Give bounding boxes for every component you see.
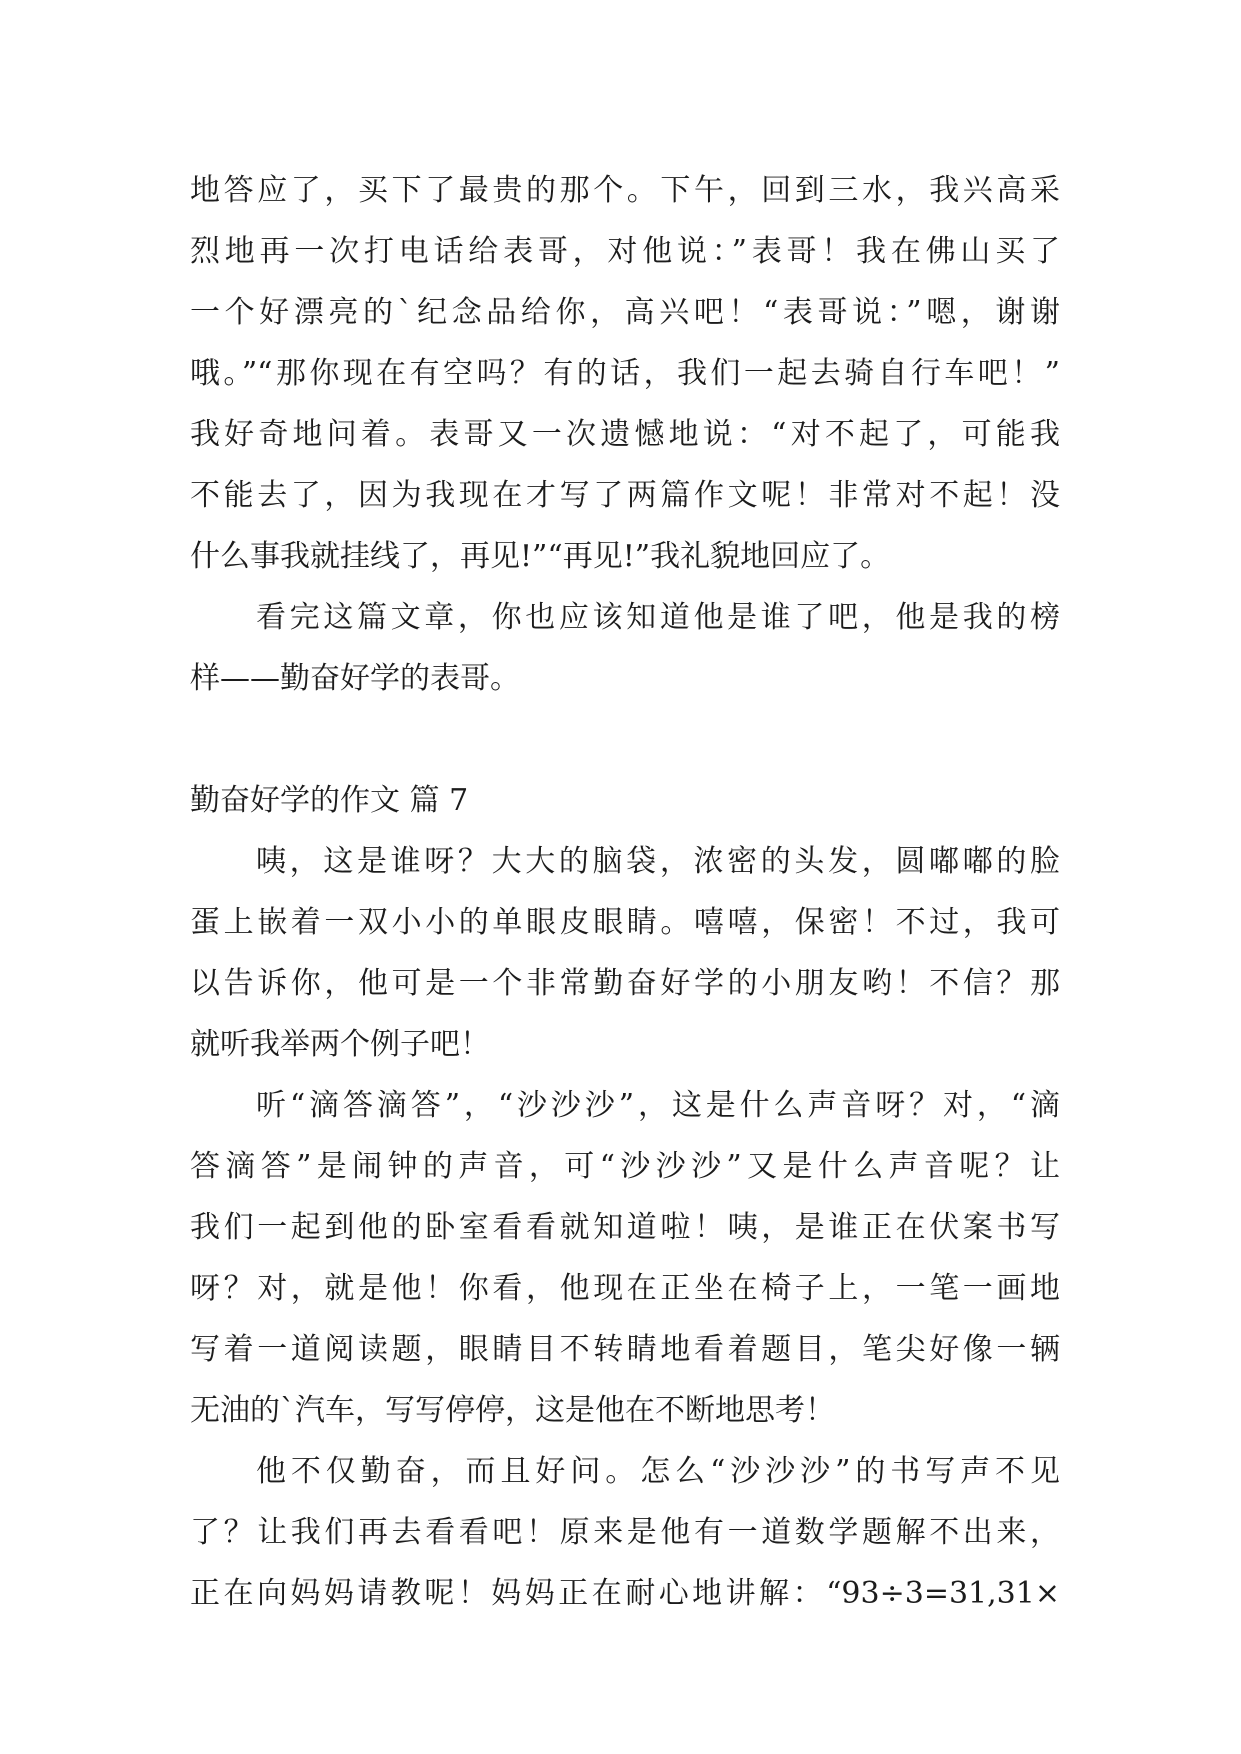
section-heading: 勤奋好学的作文 篇 7 bbox=[190, 783, 469, 818]
text-line: 写着一道阅读题，眼睛目不转睛地看着题目，笔尖好像一辆 bbox=[190, 1332, 1060, 1367]
text-line: 蛋上嵌着一双小小的单眼皮眼睛。嘻嘻，保密！不过，我可 bbox=[190, 905, 1060, 940]
text-line: 我好奇地问着。表哥又一次遗憾地说：“对不起了，可能我 bbox=[190, 417, 1060, 452]
text-line: 听“滴答滴答”，“沙沙沙”，这是什么声音呀？对，“滴 bbox=[256, 1088, 1060, 1123]
text-line: 呀？对，就是他！你看，他现在正坐在椅子上，一笔一画地 bbox=[190, 1271, 1060, 1306]
text-line: 烈地再一次打电话给表哥，对他说：”表哥！我在佛山买了 bbox=[190, 234, 1060, 269]
intro-paragraph bbox=[190, 160, 1060, 587]
text-line: 我们一起到他的卧室看看就知道啦！咦，是谁正在伏案书写 bbox=[190, 1210, 1060, 1245]
text-line: 就听我举两个例子吧！ bbox=[190, 1027, 490, 1062]
text-line: 咦，这是谁呀？大大的脑袋，浓密的头发，圆嘟嘟的脸 bbox=[256, 844, 1060, 879]
text-line: 哦。”“那你现在有空吗？有的话，我们一起去骑自行车吧！” bbox=[190, 356, 1060, 391]
text-line: 他不仅勤奋，而且好问。怎么“沙沙沙”的书写声不见 bbox=[256, 1454, 1060, 1489]
paragraph-2 bbox=[190, 1075, 1060, 1441]
text-line: 无油的`汽车，写写停停，这是他在不断地思考！ bbox=[190, 1393, 835, 1428]
paragraph-3 bbox=[190, 1441, 1060, 1624]
text-line: 看完这篇文章，你也应该知道他是谁了吧，他是我的榜 bbox=[256, 600, 1060, 635]
text-line: 正在向妈妈请教呢！妈妈正在耐心地讲解：“93÷3=31,31× bbox=[190, 1576, 1060, 1611]
text-line: 什么事我就挂线了，再见!”“再见!”我礼貌地回应了。 bbox=[190, 539, 891, 574]
text-line: 不能去了，因为我现在才写了两篇作文呢！非常对不起！没 bbox=[190, 478, 1060, 513]
text-line: 以告诉你，他可是一个非常勤奋好学的小朋友哟！不信？那 bbox=[190, 966, 1060, 1001]
document-body bbox=[190, 160, 1060, 1624]
paragraph-gap bbox=[190, 709, 1060, 770]
text-line: 了？让我们再去看看吧！原来是他有一道数学题解不出来， bbox=[190, 1515, 1060, 1550]
text-line: 样——勤奋好学的表哥。 bbox=[190, 661, 520, 696]
text-line: 答滴答”是闹钟的声音，可“沙沙沙”又是什么声音呢？让 bbox=[190, 1149, 1060, 1184]
text-line: 地答应了，买下了最贵的那个。下午，回到三水，我兴高采 bbox=[190, 173, 1060, 208]
text-line: 一个好漂亮的`纪念品给你，高兴吧！“表哥说：”嗯，谢谢 bbox=[190, 295, 1060, 330]
conclusion-paragraph bbox=[190, 587, 1060, 709]
paragraph-1 bbox=[190, 831, 1060, 1075]
